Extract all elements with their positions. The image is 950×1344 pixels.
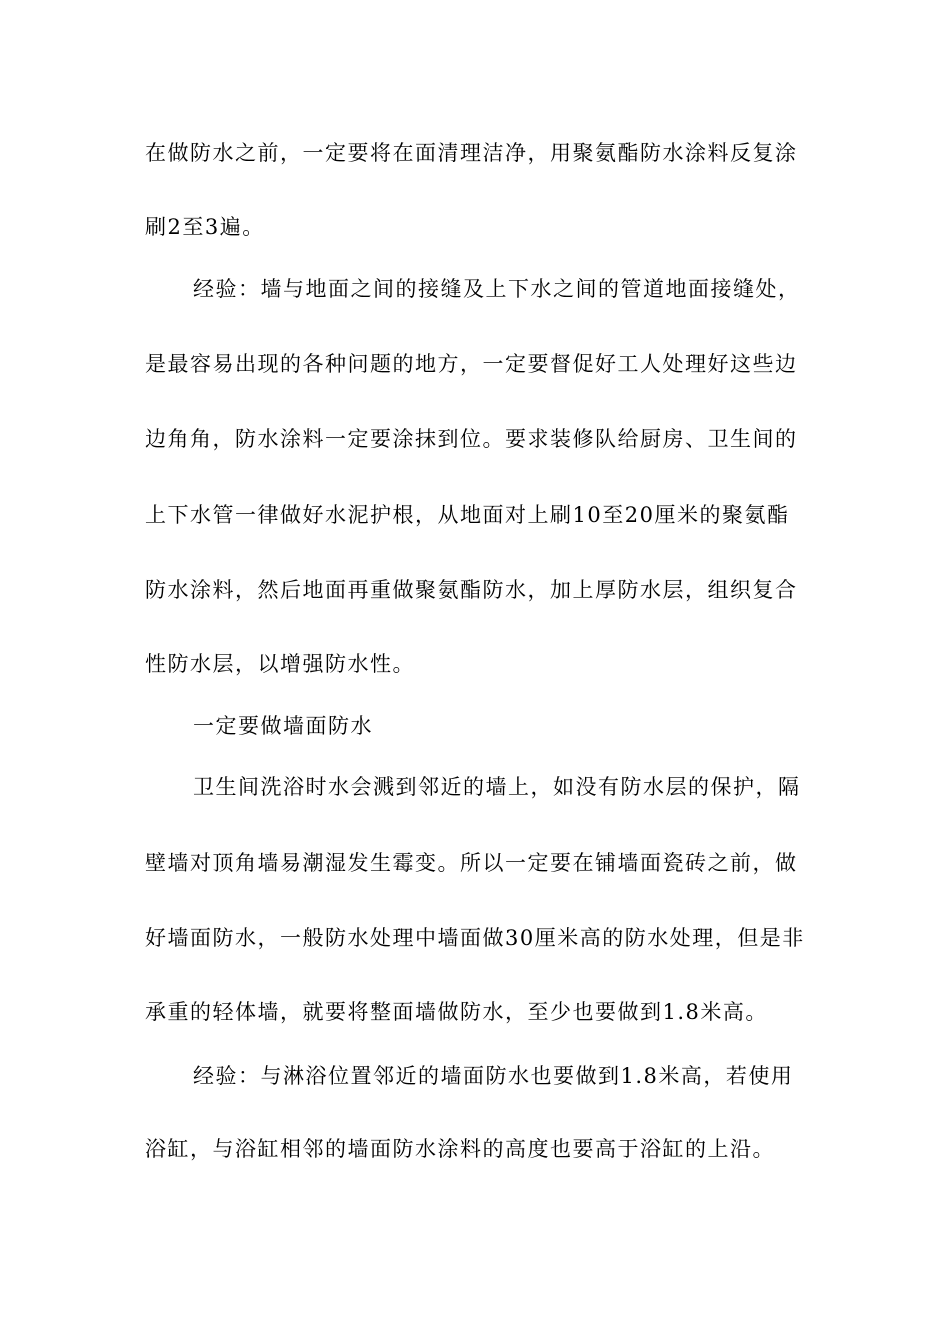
paragraph-line: 承重的轻体墙，就要将整面墙做防水，至少也要做到1.8米高。 <box>145 1000 768 1024</box>
paragraph-line: 好墙面防水，一般防水处理中墙面做30厘米高的防水处理，但是非 <box>145 926 805 950</box>
paragraph-line: 在做防水之前，一定要将在面清理洁净，用聚氨酯防水涂料反复涂 <box>145 141 798 165</box>
paragraph-line: 刷2至3遍。 <box>145 215 265 239</box>
paragraph-line: 是最容易出现的各种问题的地方，一定要督促好工人处理好这些边 <box>145 352 798 376</box>
paragraph-line: 上下水管一律做好水泥护根，从地面对上刷10至20厘米的聚氨酯 <box>145 503 790 527</box>
section-heading: 一定要做墙面防水 <box>193 714 373 738</box>
paragraph-line: 性防水层，以增强防水性。 <box>145 652 415 676</box>
paragraph-line: 边角角，防水涂料一定要涂抹到位。要求装修队给厨房、卫生间的 <box>145 427 798 451</box>
paragraph-line: 防水涂料，然后地面再重做聚氨酯防水，加上厚防水层，组织复合 <box>145 578 798 602</box>
paragraph-line: 经验：与淋浴位置邻近的墙面防水也要做到1.8米高，若使用 <box>193 1064 794 1088</box>
paragraph-line: 浴缸，与浴缸相邻的墙面防水涂料的高度也要高于浴缸的上沿。 <box>145 1137 775 1161</box>
paragraph-line: 壁墙对顶角墙易潮湿发生霉变。所以一定要在铺墙面瓷砖之前，做 <box>145 851 798 875</box>
paragraph-line: 卫生间洗浴时水会溅到邻近的墙上，如没有防水层的保护，隔 <box>193 775 801 799</box>
paragraph-line: 经验：墙与地面之间的接缝及上下水之间的管道地面接缝处， <box>193 277 801 301</box>
